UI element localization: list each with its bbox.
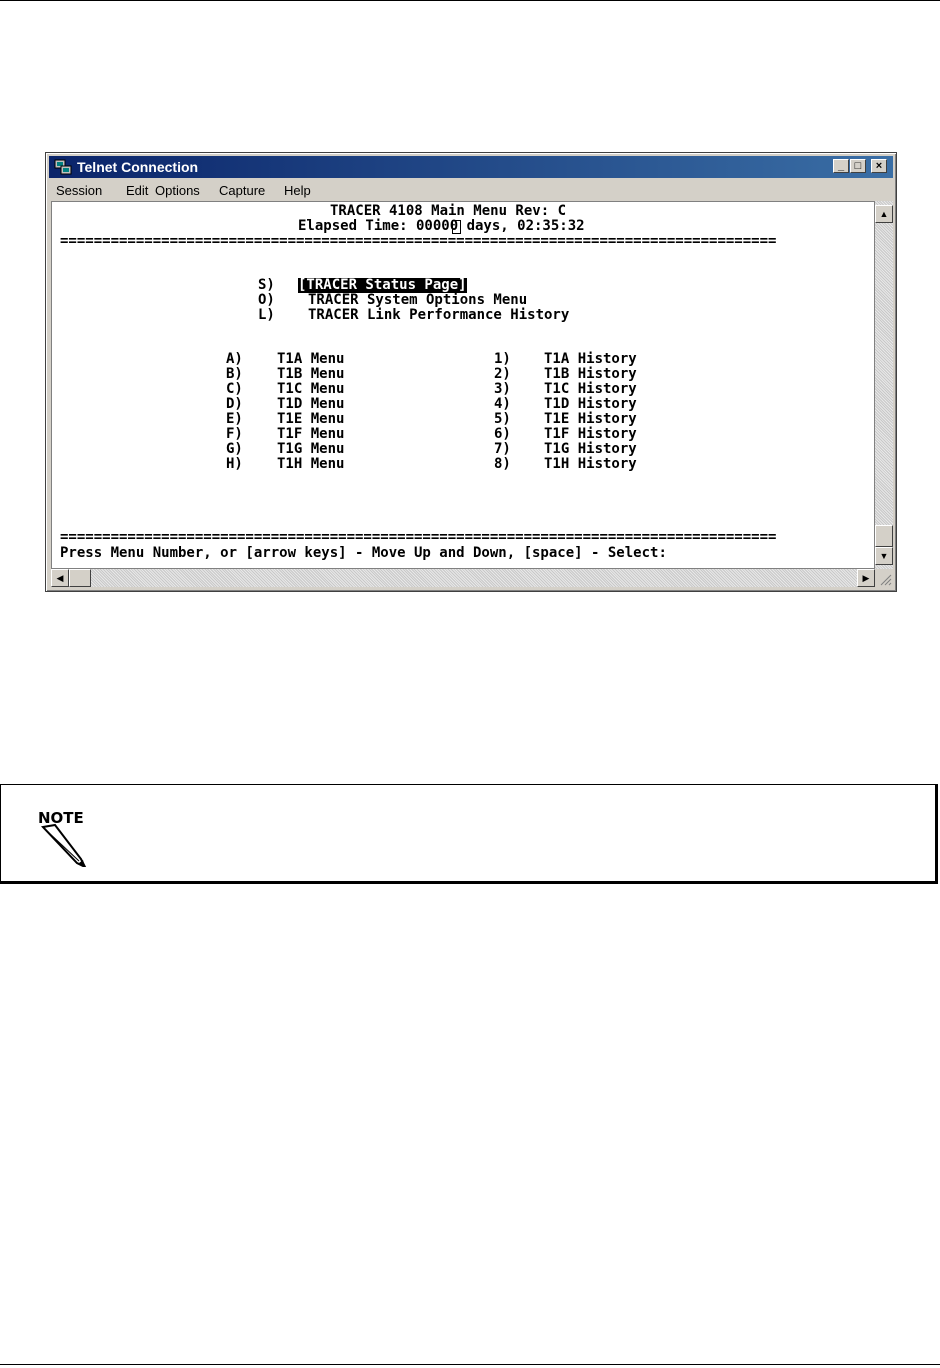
t1-history-key: 5)	[494, 411, 511, 427]
menu-capture[interactable]: Capture	[219, 183, 266, 198]
menu-edit[interactable]: Edit	[126, 183, 149, 198]
t1-history-item-c[interactable]: T1C History	[544, 381, 637, 397]
terminal-header-title: TRACER 4108 Main Menu Rev: C	[330, 203, 567, 219]
page-bottom-rule	[0, 1364, 940, 1365]
terminal-elapsed-time: Elapsed Time: 00000 days, 02:35:32	[298, 218, 585, 234]
resize-grip-icon[interactable]	[875, 569, 893, 587]
scroll-left-arrow-icon[interactable]: ◀	[51, 569, 69, 587]
terminal-screen[interactable]	[51, 201, 875, 569]
t1-history-item-f[interactable]: T1F History	[544, 426, 637, 442]
t1-history-item-d[interactable]: T1D History	[544, 396, 637, 412]
t1-history-item-e[interactable]: T1E History	[544, 411, 637, 427]
menu-key-l: L)	[258, 307, 275, 323]
t1-history-key: 4)	[494, 396, 511, 412]
t1-menu-item-a[interactable]: T1A Menu	[277, 351, 345, 367]
note-pencil-icon	[35, 805, 89, 867]
menu-key-s: S)	[258, 277, 275, 293]
t1-history-item-h[interactable]: T1H History	[544, 456, 637, 472]
t1-history-item-g[interactable]: T1G History	[544, 441, 637, 457]
t1-history-key: 2)	[494, 366, 511, 382]
t1-menu-item-f[interactable]: T1F Menu	[277, 426, 345, 442]
t1-menu-key: G)	[226, 441, 243, 457]
t1-menu-item-e[interactable]: T1E Menu	[277, 411, 345, 427]
t1-menu-key: A)	[226, 351, 243, 367]
t1-menu-key: E)	[226, 411, 243, 427]
page-top-rule	[0, 0, 940, 1]
t1-history-key: 8)	[494, 456, 511, 472]
t1-menu-key: C)	[226, 381, 243, 397]
t1-menu-key: B)	[226, 366, 243, 382]
t1-menu-item-g[interactable]: T1G Menu	[277, 441, 345, 457]
t1-menu-item-c[interactable]: T1C Menu	[277, 381, 345, 397]
t1-menu-item-d[interactable]: T1D Menu	[277, 396, 345, 412]
note-box	[0, 784, 938, 884]
menu-item-system-options[interactable]: TRACER System Options Menu	[308, 292, 528, 308]
telnet-app-icon	[54, 159, 72, 175]
vertical-scroll-thumb[interactable]	[875, 525, 893, 547]
terminal-separator-top: =====================================================================================	[60, 233, 777, 249]
menu-help[interactable]: Help	[284, 183, 311, 198]
t1-history-key: 3)	[494, 381, 511, 397]
t1-history-item-b[interactable]: T1B History	[544, 366, 637, 382]
note-icon-lettering: NOTE	[38, 809, 84, 827]
menu-key-o: O)	[258, 292, 275, 308]
menu-item-link-performance[interactable]: TRACER Link Performance History	[308, 307, 570, 323]
t1-menu-item-h[interactable]: T1H Menu	[277, 456, 345, 472]
scroll-up-arrow-icon[interactable]: ▲	[875, 205, 893, 223]
terminal-prompt: Press Menu Number, or [arrow keys] - Move Up and Down, [space] - Select:	[60, 545, 667, 561]
horizontal-scroll-thumb[interactable]	[69, 569, 91, 587]
minimize-button[interactable]: _	[833, 159, 849, 173]
maximize-button[interactable]: □	[850, 159, 866, 173]
terminal-cursor	[452, 220, 461, 234]
t1-history-item-a[interactable]: T1A History	[544, 351, 637, 367]
window-title: Telnet Connection	[77, 159, 199, 175]
vertical-scrollbar[interactable]	[875, 201, 893, 569]
window-title-bar[interactable]	[49, 156, 893, 178]
menu-item-status-page[interactable]: [TRACER Status Page]	[298, 277, 467, 293]
t1-menu-item-b[interactable]: T1B Menu	[277, 366, 345, 382]
t1-history-key: 1)	[494, 351, 511, 367]
t1-history-key: 6)	[494, 426, 511, 442]
scroll-right-arrow-icon[interactable]: ▶	[857, 569, 875, 587]
menu-session[interactable]: Session	[56, 183, 103, 198]
t1-menu-key: H)	[226, 456, 243, 472]
close-button[interactable]: ×	[871, 159, 887, 173]
t1-history-key: 7)	[494, 441, 511, 457]
scroll-down-arrow-icon[interactable]: ▼	[875, 547, 893, 565]
menu-options[interactable]: Options	[155, 183, 200, 198]
terminal-separator-bottom: =====================================================================================	[60, 529, 777, 545]
t1-menu-key: F)	[226, 426, 243, 442]
horizontal-scrollbar[interactable]	[51, 569, 875, 587]
telnet-window	[45, 152, 897, 592]
t1-menu-key: D)	[226, 396, 243, 412]
